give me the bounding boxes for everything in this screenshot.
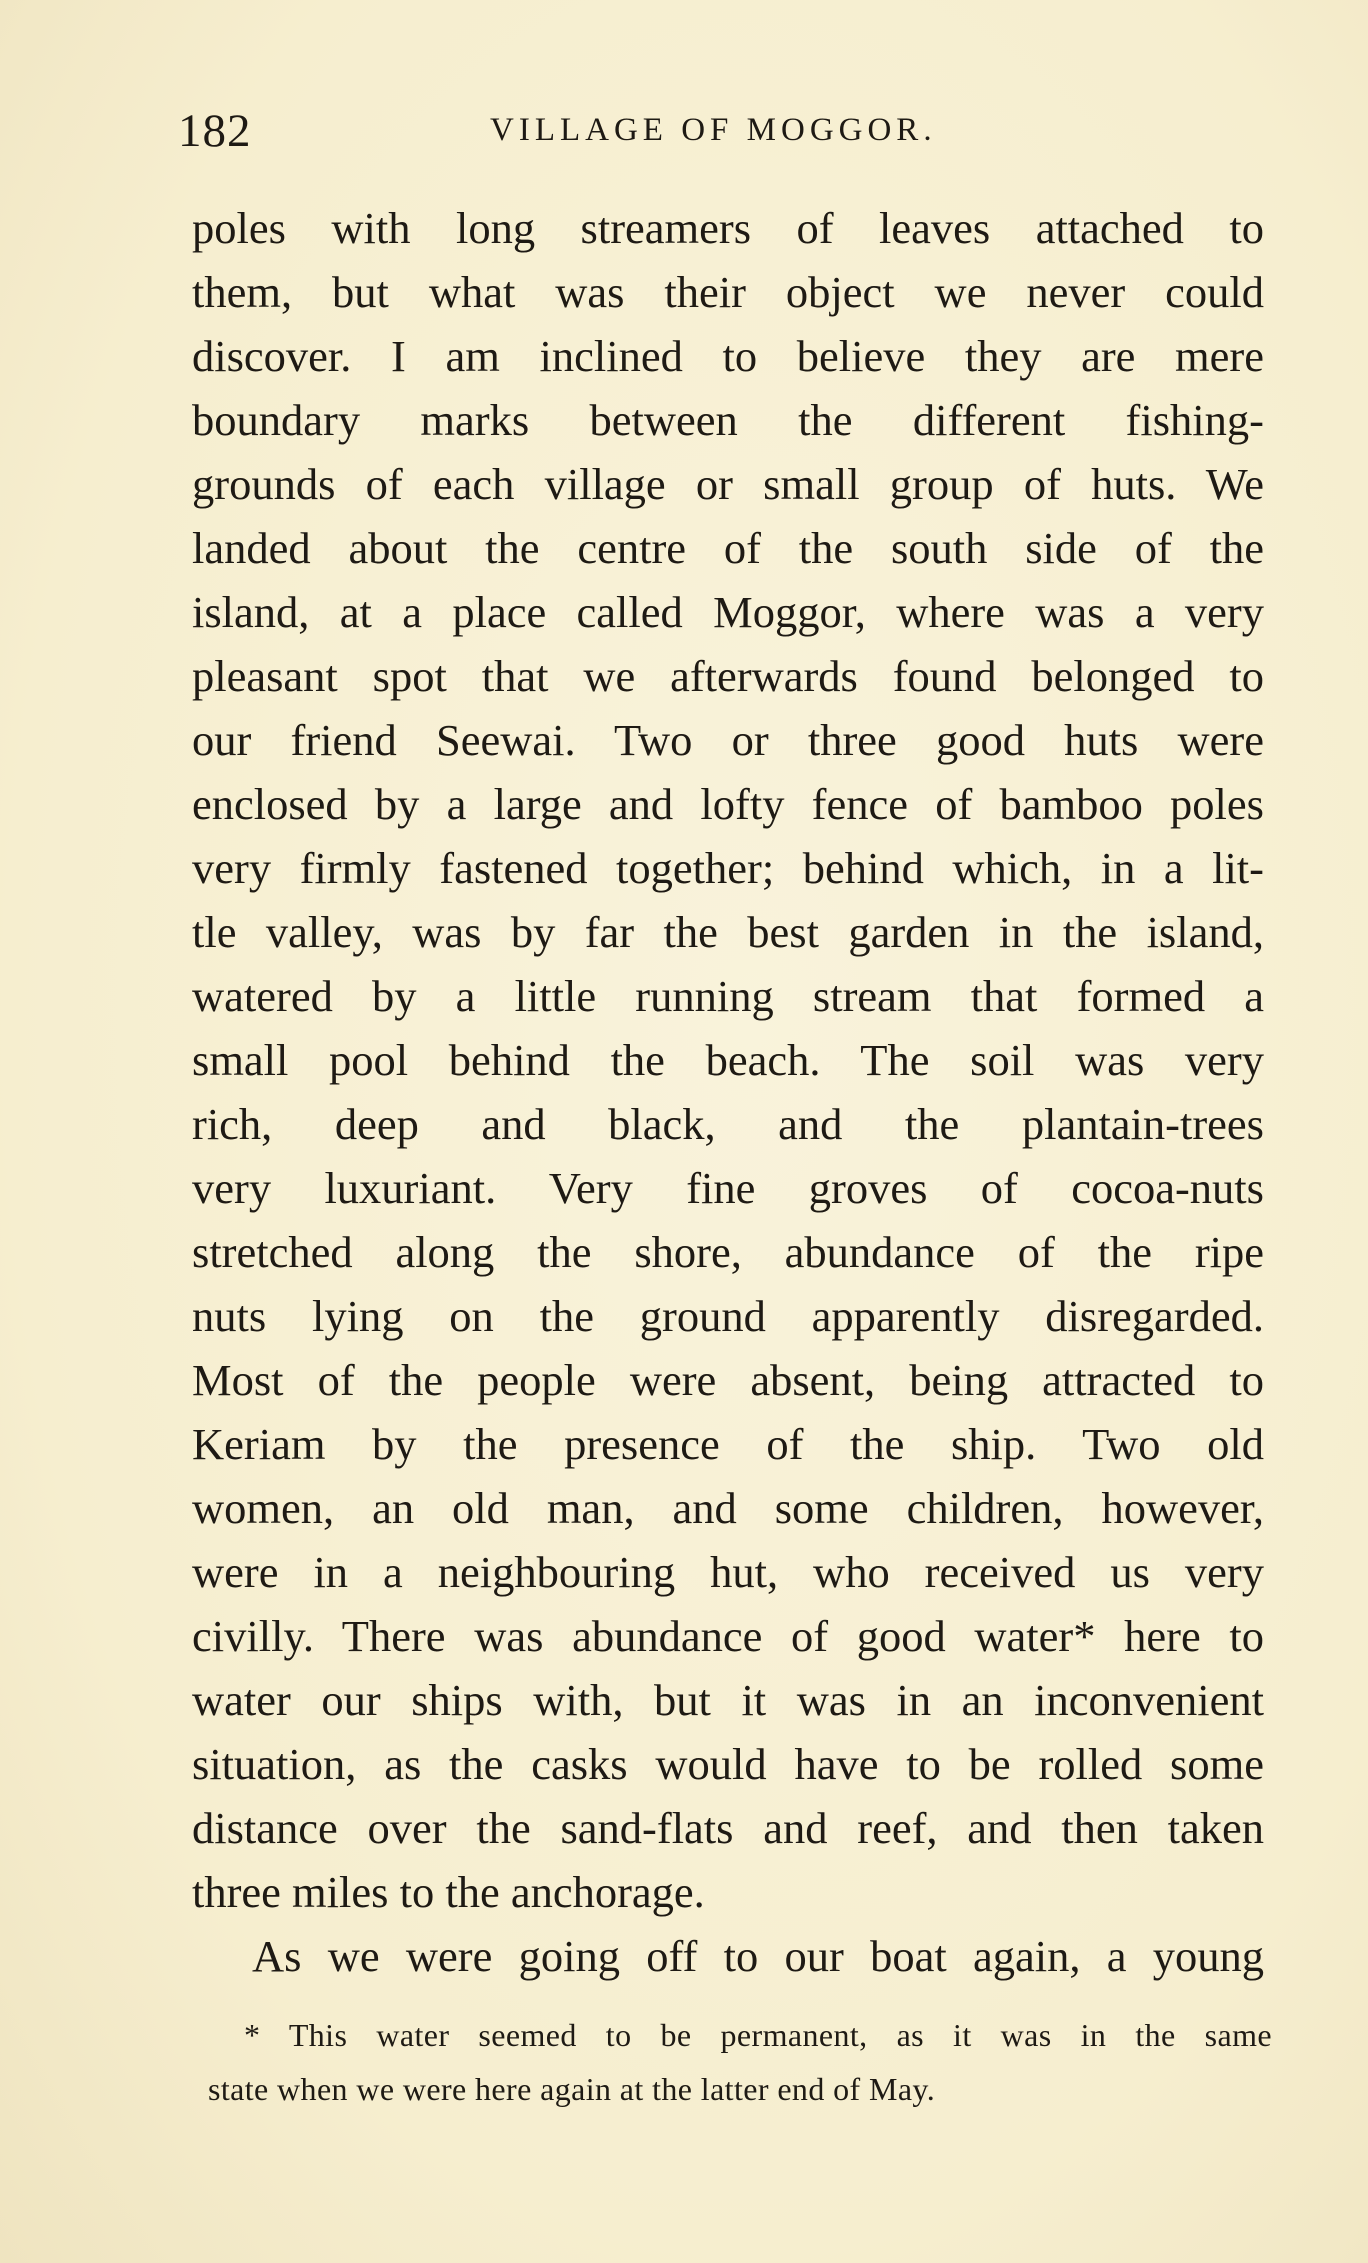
text-line: our friend Seewai. Two or three good huts were [192,715,1264,765]
text-line: tle valley, was by far the best garden in the island, [192,907,1264,957]
text-line: them, but what was their object we never could [192,267,1264,317]
text-line: civilly. There was abundance of good water* here to [192,1611,1264,1661]
text-line: enclosed by a large and lofty fence of bamboo poles [192,779,1264,829]
text-line: distance over the sand-flats and reef, and then taken [192,1803,1264,1853]
text-line: small pool behind the beach. The soil was very [192,1035,1264,1085]
text-line: grounds of each village or small group of huts. We [192,459,1264,509]
text-line: pleasant spot that we afterwards found belonged to [192,651,1264,701]
footnote-line: * This water seemed to be permanent, as it was in the same [244,2017,1272,2053]
text-line: watered by a little running stream that formed a [192,971,1264,1021]
text-line: discover. I am inclined to believe they are mere [192,331,1264,381]
paragraph-start-line: As we were going off to our boat again, a young [252,1931,1264,1981]
text-line: island, at a place called Moggor, where was a very [192,587,1264,637]
running-title: VILLAGE OF MOGGOR. [490,112,937,148]
text-line: Most of the people were absent, being attracted to [192,1355,1264,1405]
text-line: boundary marks between the different fishing- [192,395,1264,445]
page-number: 182 [178,105,252,157]
text-line: situation, as the casks would have to be rolled some [192,1739,1264,1789]
footnote [208,2008,1272,2116]
text-line: very firmly fastened together; behind which, in a lit- [192,843,1264,893]
page-header [178,104,1268,164]
text-line: poles with long streamers of leaves attached to [192,203,1264,253]
text-line: were in a neighbouring hut, who received us very [192,1547,1264,1597]
text-line: very luxuriant. Very fine groves of cocoa-nuts [192,1163,1264,1213]
text-line: women, an old man, and some children, however, [192,1483,1264,1533]
paragraph-end-line: three miles to the anchorage. [192,1867,705,1917]
footnote-line: state when we were here again at the latter end of May. [208,2071,936,2107]
text-line: nuts lying on the ground apparently disregarded. [192,1291,1264,1341]
body-text [192,196,1264,1988]
text-line: rich, deep and black, and the plantain-trees [192,1099,1264,1149]
text-line: stretched along the shore, abundance of the ripe [192,1227,1264,1277]
text-line: Keriam by the presence of the ship. Two old [192,1419,1264,1469]
text-line: water our ships with, but it was in an inconvenient [192,1675,1264,1725]
text-line: landed about the centre of the south side of the [192,523,1264,573]
